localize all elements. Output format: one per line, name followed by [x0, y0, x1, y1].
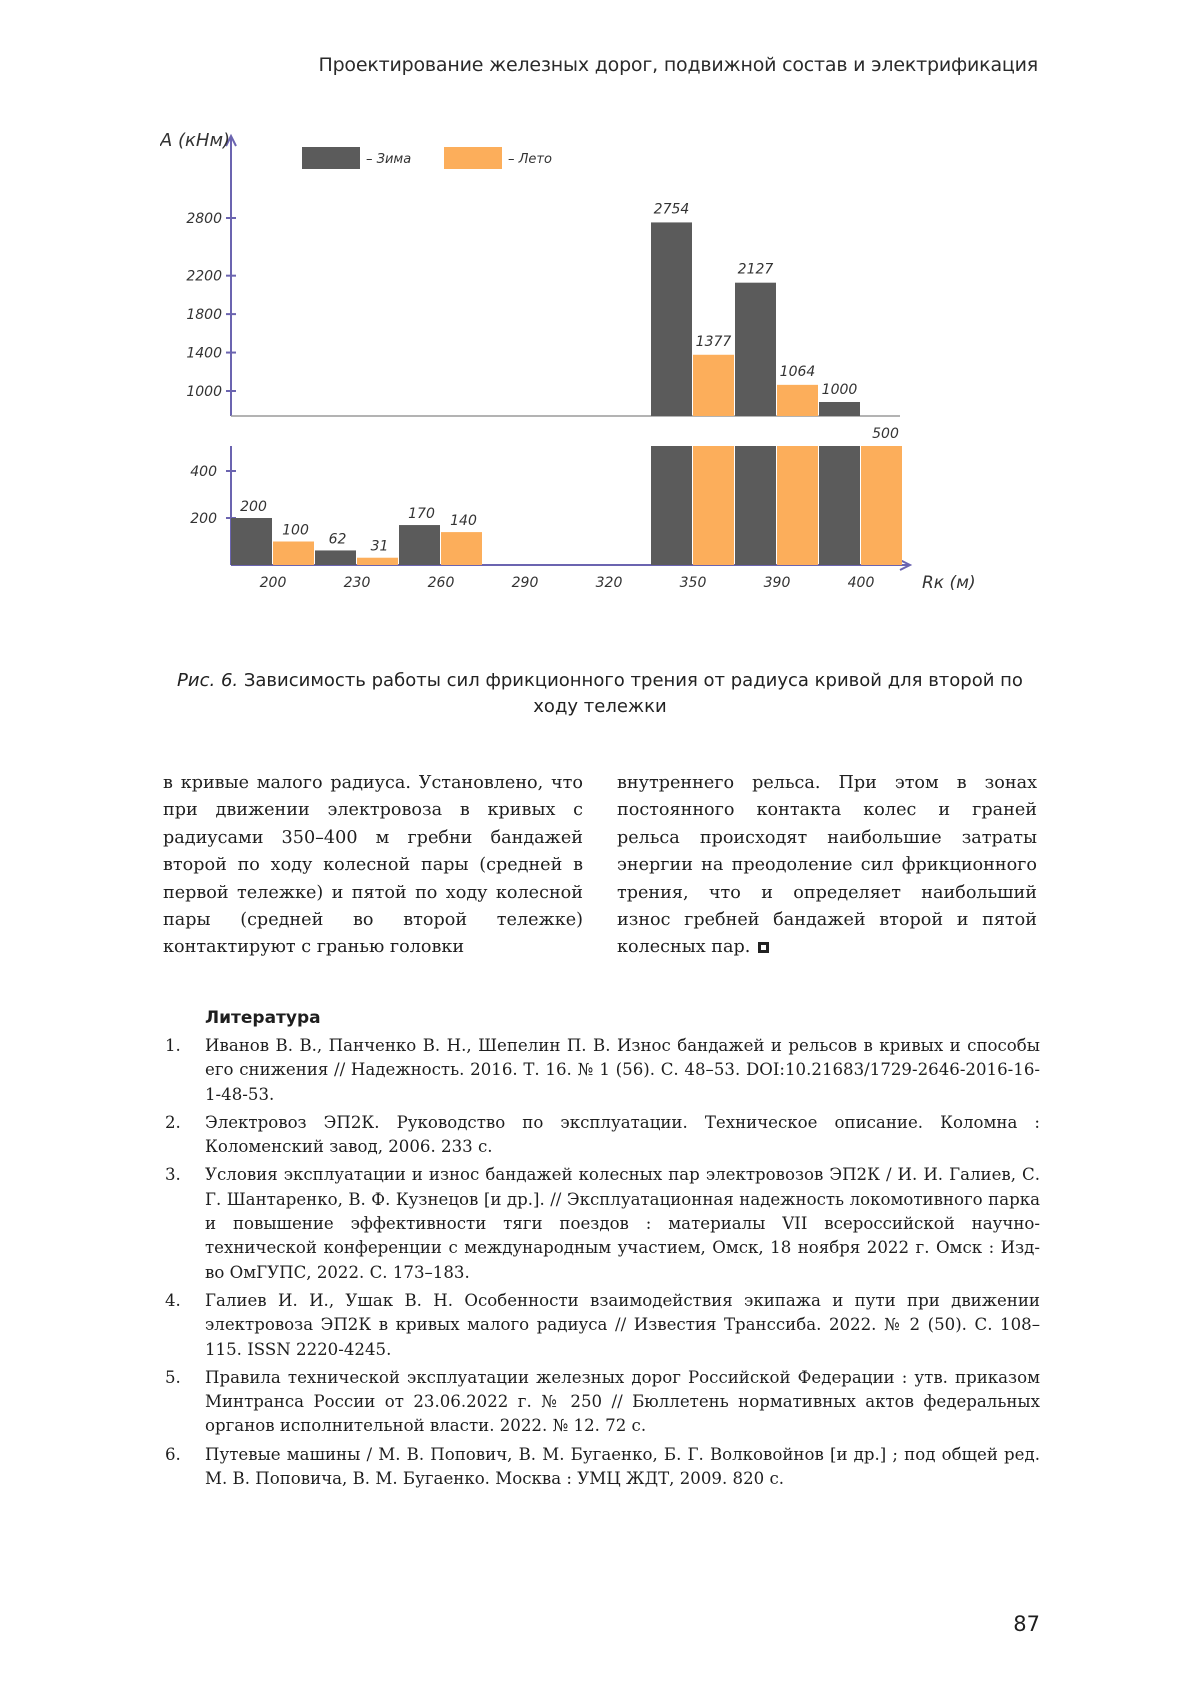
y-tick-label: 1400 — [186, 345, 222, 362]
bar-value-label: 100 — [282, 522, 309, 539]
bar — [357, 558, 398, 565]
bar-value-label: 500 — [872, 426, 899, 442]
reference-item: 4. Галиев И. И., Ушак В. Н. Особенности взаимодействия экипажа и пути при движении электровоза ЭП2К в кривых малого радиуса // Известия Транссиба. 2022. № 2 (50). С. 108–115. ISSN 2220-4245. — [165, 1290, 1040, 1359]
bar-lower-part — [735, 446, 776, 565]
body-column-left: в кривые малого радиуса. Установлено, что при движении электровоза в кривых с радиусами 350–400 м гребни бандажей второй по ходу колесной пары (средней в первой тележке) и пятой по ходу колесной пары (средней во второй тележке) контактируют с гранью головки — [163, 773, 583, 958]
end-of-article-icon — [758, 942, 769, 953]
bar-value-label: 2127 — [737, 261, 774, 278]
bar-value-label: 170 — [408, 506, 435, 523]
bar-value-label: 2754 — [653, 201, 690, 218]
x-tick-label: 350 — [679, 575, 707, 591]
y-tick-label: 1000 — [186, 384, 222, 400]
y-tick-label: 2200 — [186, 268, 222, 285]
bar-lower-part — [861, 446, 902, 565]
y-tick-label: 400 — [190, 464, 217, 480]
bar — [735, 283, 776, 416]
bar-value-label: 62 — [328, 531, 347, 548]
x-tick-label: 230 — [343, 575, 371, 591]
figure-caption-text: Зависимость работы сил фрикционного трения от радиуса кривой для второй по ходу тележки — [243, 670, 1023, 717]
bar — [273, 542, 314, 566]
bar — [399, 525, 440, 565]
bar-lower-part — [651, 446, 692, 565]
x-tick-label: 200 — [259, 575, 287, 591]
bar — [315, 550, 356, 565]
reference-item: 6. Путевые машины / М. В. Попович, В. М. Бугаенко, Б. Г. Волковойнов [и др.] ; под общей ред. М. В. Поповича, В. М. Бугаенко. Москва : УМЦ ЖДТ, 2009. 820 с. — [165, 1444, 1040, 1489]
y-axis-title: A (кНм) — [160, 130, 231, 151]
bar-value-label: 200 — [240, 499, 267, 515]
bar-lower-part — [693, 446, 734, 565]
bar — [693, 355, 734, 416]
x-axis-title: Rк (м) — [922, 573, 976, 593]
x-tick-label: 320 — [595, 575, 623, 591]
legend-label: – Лето — [508, 152, 552, 167]
bar-value-label: 31 — [370, 538, 389, 555]
reference-item: 1. Иванов В. В., Панченко В. Н., Шепелин П. В. Износ бандажей и рельсов в кривых и способы его снижения // Надежность. 2016. Т. 16. № 1 (56). С. 48–53. DOI:10.21683/1729-2646-2016-16-1-48-53. — [165, 1036, 1040, 1104]
bar-value-label: 140 — [450, 513, 477, 530]
y-tick-label: 2800 — [186, 211, 222, 227]
bar-value-label: 1000 — [821, 382, 858, 398]
bar — [819, 402, 860, 416]
legend-swatch — [444, 147, 502, 169]
body-column-right — [617, 770, 1037, 962]
references-list — [163, 1034, 1040, 1495]
x-tick-label: 290 — [511, 575, 539, 591]
y-tick-label: 200 — [190, 511, 217, 527]
bar — [441, 532, 482, 565]
bar-value-label: 1064 — [779, 363, 816, 380]
body-column-right-text: внутреннего рельса. При этом в зонах постоянного контакта колес и граней рельса происходят наибольшие затраты энергии на преодоление сил фрикционного трения, что и определяет наибольший износ гребней бандажей второй и пятой колесных пар. — [617, 773, 1037, 958]
bar — [651, 222, 692, 416]
legend-label: – Зима — [366, 152, 412, 167]
legend-swatch — [302, 147, 360, 169]
bar-lower-part — [777, 446, 818, 565]
bar — [231, 518, 272, 565]
figure-number: Рис. 6. — [177, 670, 239, 691]
bar-value-label: 1377 — [695, 333, 732, 350]
x-tick-label: 400 — [847, 575, 875, 591]
reference-item: 5. Правила технической эксплуатации железных дорог Российской Федерации : утв. приказом Минтранса России от 23.06.2022 г. № 250 // Бюллетень нормативных актов федеральных органов исполнительной власти. 2022. № 12. 72 с. — [165, 1367, 1040, 1436]
references-title: Литература — [205, 1008, 321, 1028]
bar-lower-part — [819, 446, 860, 565]
x-tick-label: 260 — [427, 575, 455, 591]
figure-caption — [160, 668, 1040, 720]
reference-item: 3. Условия эксплуатации и износ бандажей колесных пар электровозов ЭП2К / И. И. Галиев, С. Г. Шантаренко, В. Ф. Кузнецов [и др.]. // Эксплуатационная надежность локомотивного парка и повышение эффективности тяги поездов : материалы VII всероссийской научно-технической конференции с международным участием, Омск, 18 ноября 2022 г. Омск : Изд-во ОмГУПС, 2022. С. 173–183. — [165, 1165, 1040, 1282]
y-tick-label: 1800 — [186, 307, 222, 324]
bar-chart — [160, 128, 1040, 658]
page-number: 87 — [1013, 1612, 1040, 1636]
reference-item: 2. Электровоз ЭП2К. Руководство по эксплуатации. Техническое описание. Коломна : Коломенский завод, 2006. 233 с. — [165, 1112, 1040, 1157]
bar — [777, 385, 818, 416]
running-title: Проектирование железных дорог, подвижной состав и электрификация — [318, 54, 1038, 76]
x-tick-label: 390 — [763, 575, 791, 591]
